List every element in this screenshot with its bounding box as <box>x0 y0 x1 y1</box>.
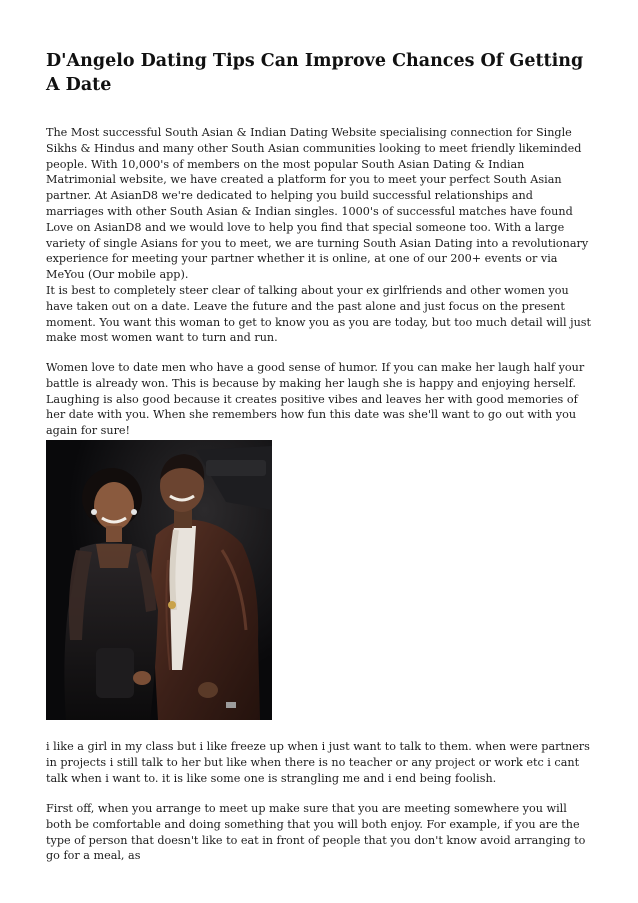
couple-photo <box>46 440 272 720</box>
document-title: D'Angelo Dating Tips Can Improve Chances Of Getting A Date <box>46 51 584 95</box>
paragraph-ex-girlfriends: It is best to completely steer clear of talking about your ex girlfriends and other women you have taken out on a date. Leave the future and the past alone and just focus on the present moment. You want this woman to get to know you as you are today, but too much detail will just make most women want to turn and run. <box>46 284 592 345</box>
paragraph-freeze-up: i like a girl in my class but i like freeze up when i just want to talk to them. when were partners in projects i still talk to her but like when there is no teacher or any project or work etc i cant talk when i want to. it is like some one is strangling me and i end being foolish. <box>46 740 590 785</box>
paragraph-meeting-place: First off, when you arrange to meet up make sure that you are meeting somewhere you will both be comfortable and doing something that you will both enjoy. For example, if you are the type of person that doesn't like to eat in front of people that you don't know avoid arranging to go for a meal, as <box>46 802 586 863</box>
paragraph-intro: The Most successful South Asian & Indian Dating Website specialising connection for Single Sikhs & Hindus and many other South Asian communities looking to meet friendly likeminded people. With 10,000's of members on the most popular South Asian Dating & Indian Matrimonial website, we have created a platform for you to meet your perfect South Asian partner. At AsianD8 we're dedicated to helping you build successful relationships and marriages with other South Asian & Indian singles. 1000's of successful matches have found Love on AsianD8 and we would love to help you find that special someone too. With a large variety of single Asians for you to meet, we are turning South Asian Dating into a revolutionary experience for meeting your partner whether it is online, at one of our 200+ events or via MeYou (Our mobile app). <box>46 126 589 282</box>
paragraph-humor: Women love to date men who have a good sense of humor. If you can make her laugh half your battle is already won. This is because by making her laugh she is happy and enjoying herself. Laughing is also good because it creates positive vibes and leaves her with good memories of her date with you. When she remembers how fun this date was she'll want to go out with you again for sure! <box>46 361 585 438</box>
